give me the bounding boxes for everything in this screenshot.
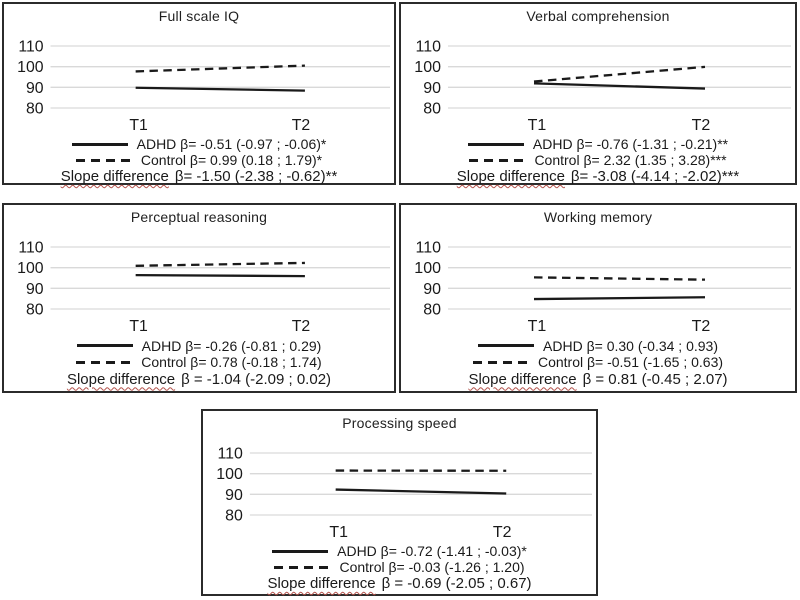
control-dashed-line-sample <box>274 566 330 569</box>
adhd-series-line <box>534 297 705 299</box>
chart-plot-area <box>4 229 394 335</box>
y-tick-label: 80 <box>25 301 44 319</box>
slope-difference-label: Slope difference <box>60 168 169 185</box>
chart-plot-area <box>203 435 596 541</box>
control-series-line <box>136 263 305 266</box>
legend-label-control: Control β= -0.51 (-1.65 ; 0.63) <box>537 354 724 370</box>
chart-legend <box>203 541 596 595</box>
legend-label-control: Control β= 0.99 (0.18 ; 1.79)* <box>140 152 323 168</box>
x-tick-label: T2 <box>291 116 311 134</box>
legend-row-adhd <box>203 543 596 559</box>
chart-plot-area <box>401 229 795 335</box>
chart-legend <box>401 134 795 188</box>
y-tick-label: 100 <box>17 59 44 77</box>
adhd-series-line <box>336 490 507 494</box>
legend-label-adhd: ADHD β= -0.76 (-1.31 ; -0.21)** <box>532 136 729 152</box>
slope-difference-label: Slope difference <box>267 575 376 592</box>
x-tick-label: T2 <box>691 117 711 134</box>
legend-row-control <box>401 152 795 168</box>
panel-verbal-comprehension <box>399 2 797 185</box>
chart-legend <box>401 335 795 391</box>
adhd-series-line <box>136 275 305 276</box>
control-dashed-line-sample <box>469 159 525 162</box>
adhd-solid-line-sample <box>272 550 328 553</box>
slope-difference-label: Slope difference <box>468 370 577 388</box>
chart-legend <box>4 134 394 188</box>
y-tick-label: 100 <box>17 260 44 278</box>
slope-difference-row <box>4 168 394 185</box>
chart-title: Perceptual reasoning <box>130 209 268 225</box>
y-tick-label: 100 <box>216 466 243 484</box>
y-tick-label: 100 <box>414 260 441 278</box>
y-tick-label: 90 <box>25 280 44 298</box>
slope-difference-row <box>203 575 596 592</box>
legend-row-adhd <box>401 136 795 152</box>
y-tick-label: 90 <box>423 280 441 298</box>
y-tick-label: 110 <box>18 239 44 257</box>
legend-row-control <box>4 354 394 370</box>
y-tick-label: 90 <box>25 79 44 97</box>
panel-working-memory <box>399 203 797 393</box>
legend-row-control <box>401 354 795 370</box>
x-tick-label: T2 <box>492 523 512 541</box>
slope-difference-value: β= -3.08 (-4.14 ; -2.02)*** <box>570 168 740 185</box>
x-tick-label: T1 <box>527 117 547 134</box>
chart-title: Verbal comprehension <box>526 8 670 24</box>
y-tick-label: 90 <box>225 486 243 504</box>
adhd-solid-line-sample <box>77 344 133 347</box>
slope-difference-label: Slope difference <box>66 370 176 388</box>
x-tick-label: T1 <box>129 317 148 335</box>
adhd-solid-line-sample <box>478 344 534 347</box>
legend-label-control: Control β= -0.03 (-1.26 ; 1.20) <box>339 559 525 575</box>
control-dashed-line-sample <box>76 361 132 364</box>
control-series-line <box>534 67 705 82</box>
x-tick-label: T2 <box>691 318 711 335</box>
control-dashed-line-sample <box>76 159 132 162</box>
control-dashed-line-sample <box>473 361 529 364</box>
legend-row-control <box>4 152 394 168</box>
legend-label-control: Control β= 0.78 (-0.18 ; 1.74) <box>141 354 322 370</box>
slope-difference-value: β = -1.04 (-2.09 ; 0.02) <box>181 370 332 388</box>
slope-difference-row <box>4 371 394 388</box>
y-tick-label: 100 <box>414 59 441 77</box>
adhd-solid-line-sample <box>72 143 128 146</box>
chart-title: Full scale IQ <box>158 8 240 24</box>
x-tick-label: T1 <box>329 523 348 541</box>
legend-row-control <box>203 559 596 575</box>
chart-legend <box>4 335 394 391</box>
legend-label-adhd: ADHD β= -0.72 (-1.41 ; -0.03)* <box>337 543 527 559</box>
y-tick-label: 80 <box>25 100 44 118</box>
chart-plot-area <box>4 28 394 134</box>
y-tick-label: 80 <box>225 507 243 525</box>
control-series-line <box>534 277 705 279</box>
legend-row-adhd <box>4 136 394 152</box>
y-tick-label: 110 <box>217 445 243 463</box>
y-tick-label: 110 <box>415 239 441 257</box>
panel-processing-speed <box>201 409 598 596</box>
slope-difference-value: β= -1.50 (-2.38 ; -0.62)** <box>174 168 338 185</box>
adhd-solid-line-sample <box>468 143 524 146</box>
x-tick-label: T2 <box>291 317 311 335</box>
slope-difference-label: Slope difference <box>456 168 565 185</box>
x-tick-label: T1 <box>129 116 148 134</box>
legend-row-adhd <box>4 338 394 354</box>
legend-label-control: Control β= 2.32 (1.35 ; 3.28)*** <box>534 152 727 168</box>
y-tick-label: 90 <box>423 79 441 97</box>
slope-difference-value: β = -0.69 (-2.05 ; 0.67) <box>381 575 532 592</box>
legend-label-adhd: ADHD β= 0.30 (-0.34 ; 0.93) <box>543 337 718 354</box>
chart-title: Processing speed <box>342 415 457 431</box>
x-tick-label: T1 <box>527 318 547 335</box>
slope-difference-row <box>401 168 795 185</box>
slope-difference-row <box>401 371 795 388</box>
legend-row-adhd <box>401 338 795 354</box>
chart-plot-area <box>401 28 795 134</box>
y-tick-label: 110 <box>18 38 44 56</box>
slope-difference-value: β = 0.81 (-0.45 ; 2.07) <box>582 370 728 388</box>
adhd-series-line <box>136 88 305 91</box>
y-tick-label: 80 <box>423 100 441 118</box>
panel-full-scale-iq <box>2 2 396 185</box>
chart-title: Working memory <box>543 209 653 225</box>
legend-label-adhd: ADHD β= -0.51 (-0.97 ; -0.06)* <box>136 136 327 152</box>
y-tick-label: 80 <box>423 301 441 319</box>
y-tick-label: 110 <box>415 38 441 56</box>
panel-perceptual-reasoning <box>2 203 396 393</box>
legend-label-adhd: ADHD β= -0.26 (-0.81 ; 0.29) <box>141 337 322 354</box>
